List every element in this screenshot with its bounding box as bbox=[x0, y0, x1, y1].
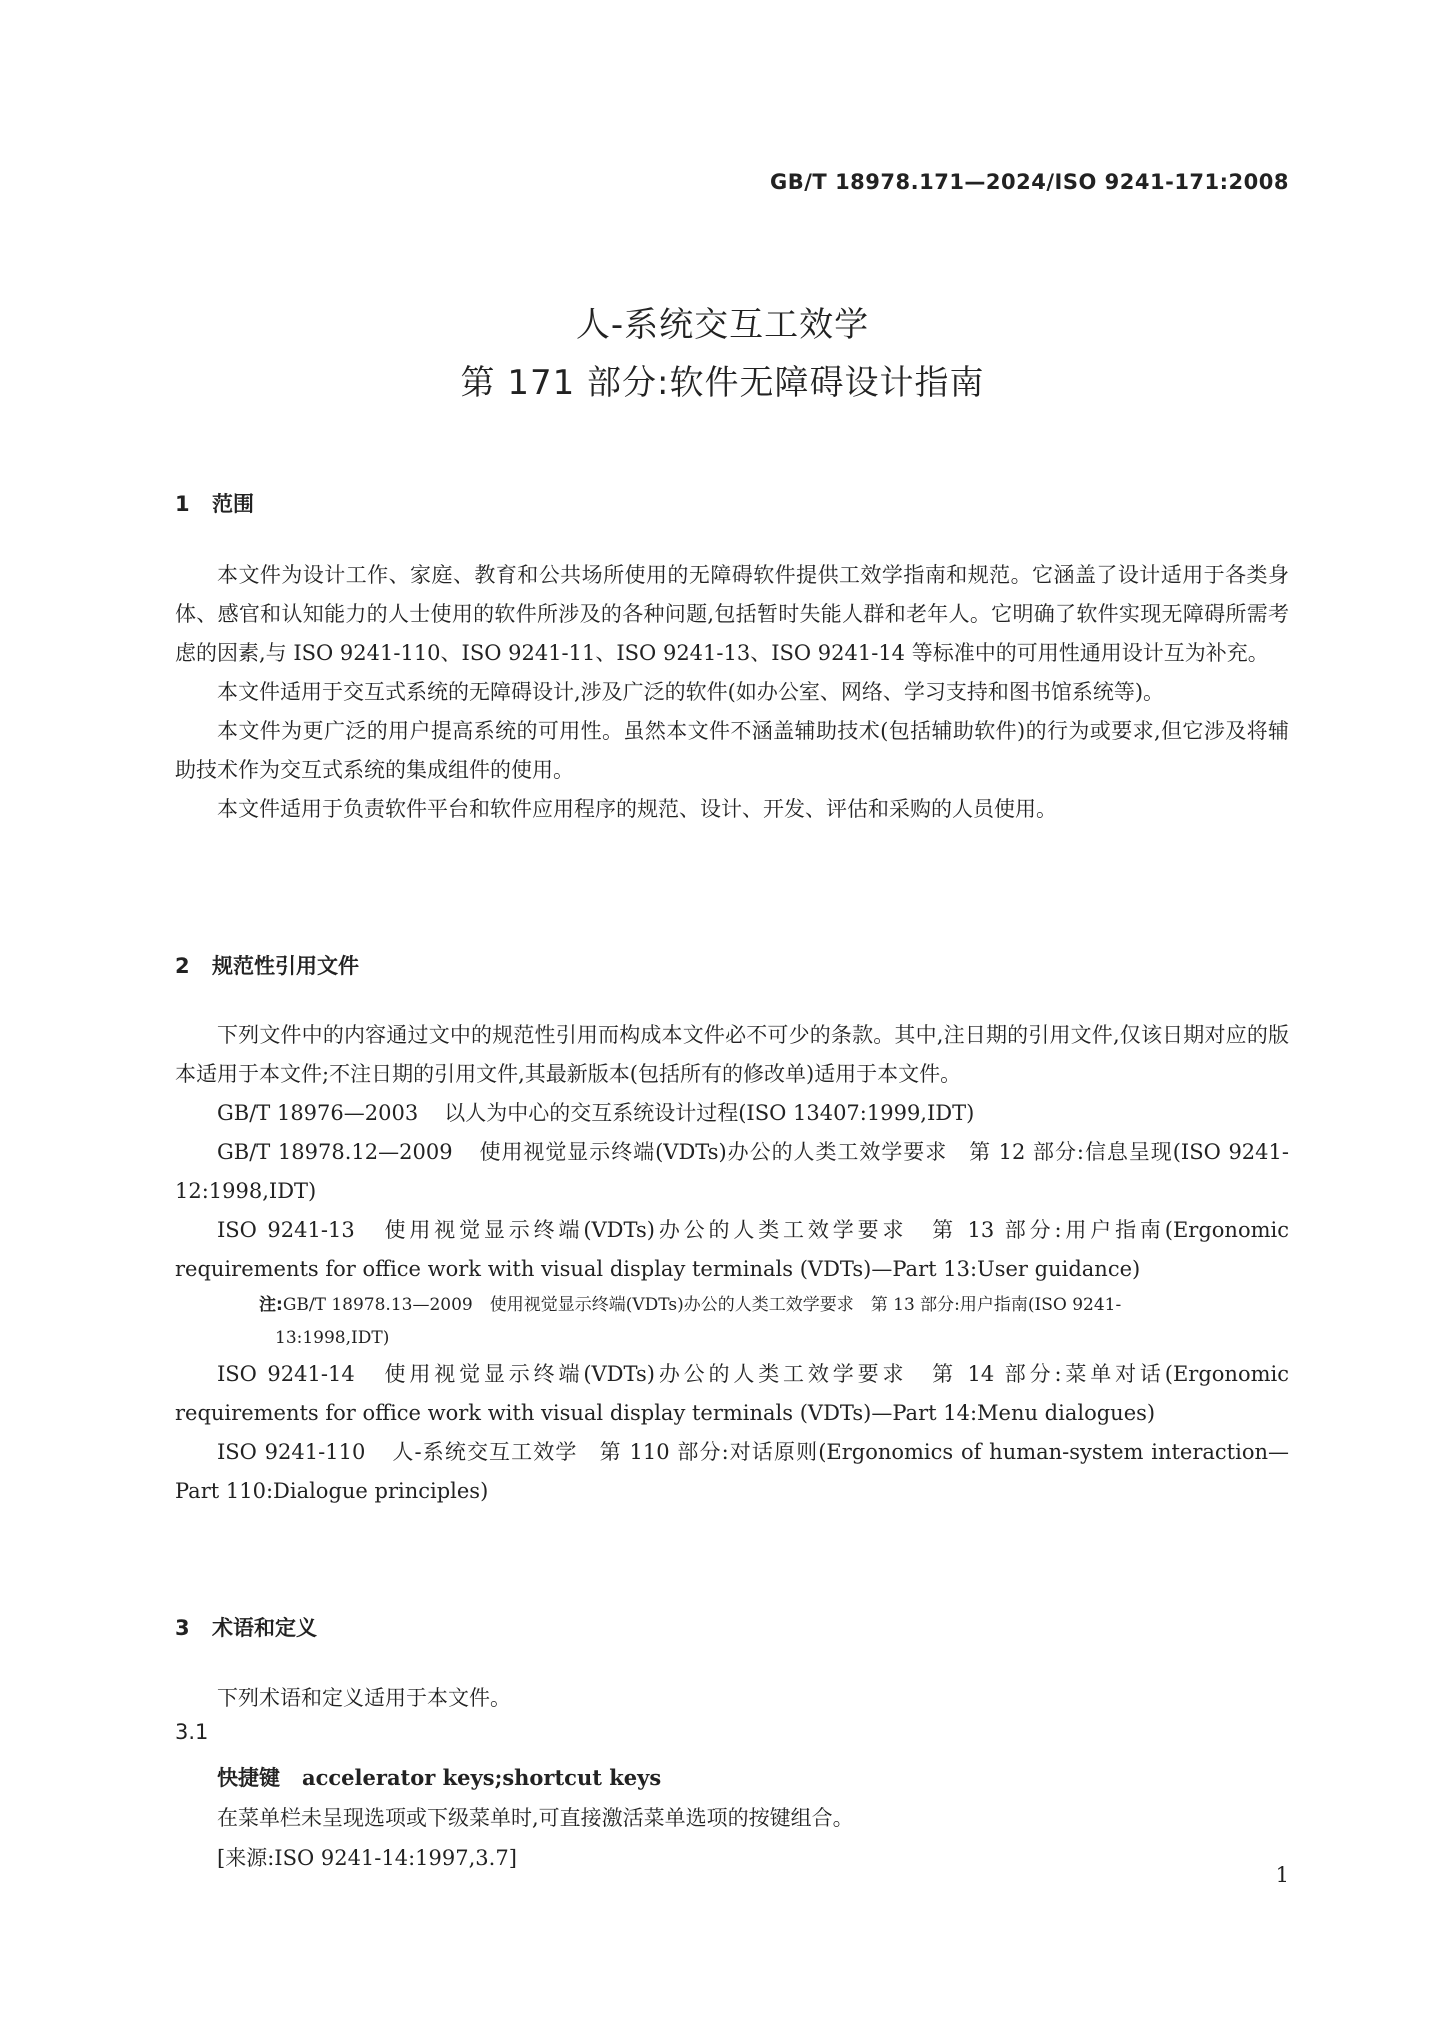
paragraph: 本文件为更广泛的用户提高系统的可用性。虽然本文件不涵盖辅助技术(包括辅助软件)的行为或要求,但它涉及将辅助技术作为交互式系统的集成组件的使用。 bbox=[175, 719, 1289, 782]
scope-body bbox=[175, 556, 1289, 829]
document-title bbox=[0, 296, 1445, 412]
title-line-1: 人-系统交互工效学 bbox=[575, 305, 870, 345]
section-number: 1 bbox=[175, 492, 190, 516]
reference-text: 使用视觉显示终端(VDTs)办公的人类工效学要求 第 12 部分:信息呈现(ISO 9241-12:1998,IDT) bbox=[175, 1140, 1289, 1203]
note-label: 注: bbox=[259, 1295, 283, 1315]
reference-code: ISO 9241-13 bbox=[217, 1218, 355, 1242]
note-text: GB/T 18978.13—2009 使用视觉显示终端(VDTs)办公的人类工效学要求 第 13 部分:用户指南(ISO 9241- bbox=[282, 1295, 1122, 1315]
reference-item bbox=[175, 1355, 1289, 1433]
reference-item bbox=[175, 1433, 1289, 1511]
section-heading-terms bbox=[175, 1612, 317, 1642]
paragraph: 本文件适用于交互式系统的无障碍设计,涉及广泛的软件(如办公室、网络、学习支持和图书馆系统等)。 bbox=[217, 680, 1165, 704]
terms-intro bbox=[175, 1679, 1289, 1718]
paragraph: 本文件适用于负责软件平台和软件应用程序的规范、设计、开发、评估和采购的人员使用。 bbox=[217, 797, 1057, 821]
term-english: accelerator keys;shortcut keys bbox=[302, 1765, 662, 1790]
reference-item bbox=[175, 1133, 1289, 1211]
section-title: 规范性引用文件 bbox=[212, 954, 359, 978]
term-number: 3.1 bbox=[175, 1720, 209, 1744]
reference-text: 使用视觉显示终端(VDTs)办公的人类工效学要求 第 14 部分:菜单对话(Ergonomic requirements for office work with visual display terminals (VDTs)—Part 14:Menu dialogues) bbox=[175, 1362, 1289, 1425]
page-number: 1 bbox=[1275, 1863, 1289, 1887]
reference-text: 以人为中心的交互系统设计过程(ISO 13407:1999,IDT) bbox=[444, 1101, 975, 1125]
reference-text: 使用视觉显示终端(VDTs)办公的人类工效学要求 第 13 部分:用户指南(Ergonomic requirements for office work with visual display terminals (VDTs)—Part 13:User guidance) bbox=[175, 1218, 1289, 1281]
term-definition: 在菜单栏未呈现选项或下级菜单时,可直接激活菜单选项的按键组合。 bbox=[217, 1806, 854, 1830]
term-entry bbox=[217, 1762, 661, 1792]
reference-item bbox=[175, 1094, 1289, 1133]
paragraph: 本文件为设计工作、家庭、教育和公共场所使用的无障碍软件提供工效学指南和规范。它涵盖了设计适用于各类身体、感官和认知能力的人士使用的软件所涉及的各种问题,包括暂时失能人群和老年人。它明确了软件实现无障碍所需考虑的因素,与 ISO 9241-110、ISO 9241-11、ISO 9241-13、ISO 9241-14 等标准中的可用性通用设计互为补充。 bbox=[175, 563, 1289, 665]
term-chinese: 快捷键 bbox=[217, 1766, 280, 1790]
section-title: 术语和定义 bbox=[212, 1616, 317, 1640]
reference-code: GB/T 18976—2003 bbox=[217, 1101, 419, 1125]
reference-note bbox=[175, 1289, 1289, 1322]
standard-code: GB/T 18978.171—2024/ISO 9241-171:2008 bbox=[770, 170, 1289, 194]
reference-item bbox=[175, 1211, 1289, 1289]
reference-note-continued: 13:1998,IDT) bbox=[275, 1328, 390, 1348]
title-line-2: 第 171 部分:软件无障碍设计指南 bbox=[460, 363, 985, 403]
section-number: 3 bbox=[175, 1616, 190, 1640]
section-heading-scope bbox=[175, 488, 254, 518]
reference-code: ISO 9241-110 bbox=[217, 1440, 366, 1464]
reference-code: ISO 9241-14 bbox=[217, 1362, 355, 1386]
reference-code: GB/T 18978.12—2009 bbox=[217, 1140, 453, 1164]
term-source: [来源:ISO 9241-14:1997,3.7] bbox=[217, 1846, 517, 1870]
paragraph: 下列文件中的内容通过文中的规范性引用而构成本文件必不可少的条款。其中,注日期的引用文件,仅该日期对应的版本适用于本文件;不注日期的引用文件,其最新版本(包括所有的修改单)适用于本文件。 bbox=[175, 1023, 1289, 1086]
reference-text: 人-系统交互工效学 第 110 部分:对话原则(Ergonomics of human-system interaction—Part 110:Dialogue principles) bbox=[175, 1440, 1290, 1503]
section-number: 2 bbox=[175, 954, 190, 978]
normative-refs-body bbox=[175, 1016, 1289, 1511]
section-heading-normative-refs bbox=[175, 950, 359, 980]
paragraph: 下列术语和定义适用于本文件。 bbox=[217, 1686, 511, 1710]
section-title: 范围 bbox=[212, 492, 254, 516]
